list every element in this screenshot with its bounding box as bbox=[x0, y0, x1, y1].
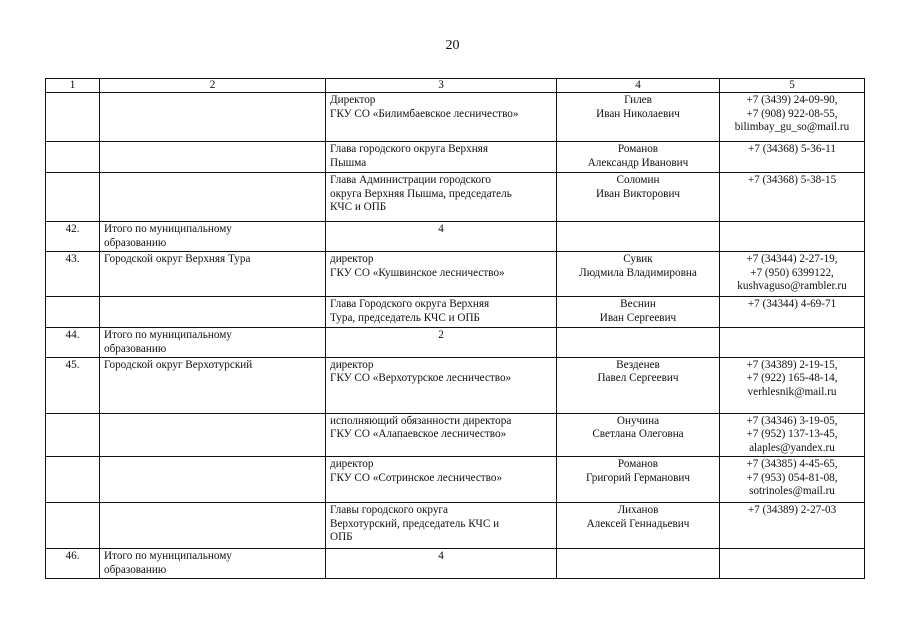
cell-line: Тура, председатель КЧС и ОПБ bbox=[330, 311, 480, 324]
cell-position bbox=[326, 358, 557, 414]
cell-line: Людмила Владимировна bbox=[579, 266, 697, 279]
cell-number bbox=[46, 297, 100, 328]
cell-line: Романов bbox=[617, 143, 659, 156]
cell-person-name bbox=[557, 328, 720, 358]
cell-position bbox=[326, 93, 557, 142]
cell-contacts bbox=[720, 414, 865, 457]
cell-line: +7 (34389) 2-27-03 bbox=[747, 504, 837, 517]
cell-line: verhlesnik@mail.ru bbox=[747, 385, 837, 398]
cell-person-name bbox=[557, 457, 720, 503]
cell-line: +7 (34368) 5-36-11 bbox=[748, 143, 836, 156]
cell-number: 46. bbox=[46, 549, 100, 579]
cell-contacts bbox=[720, 142, 865, 173]
table-row bbox=[46, 503, 865, 549]
table-row bbox=[46, 328, 865, 358]
cell-municipality bbox=[100, 252, 326, 297]
table-header-row bbox=[46, 79, 865, 93]
cell-contacts bbox=[720, 222, 865, 252]
cell-line: КЧС и ОПБ bbox=[330, 201, 387, 214]
cell-municipality bbox=[100, 222, 326, 252]
cell-line: bilimbay_gu_so@mail.ru bbox=[734, 121, 850, 134]
cell-line: Иван Николаевич bbox=[596, 107, 680, 120]
cell-contacts bbox=[720, 328, 865, 358]
cell-line: Глава Городского округа Верхняя bbox=[330, 298, 490, 311]
cell-position bbox=[326, 297, 557, 328]
cell-line: Григорий Германович bbox=[585, 471, 691, 484]
cell-line: +7 (908) 922-08-55, bbox=[746, 107, 838, 120]
cell-number: 44. bbox=[46, 328, 100, 358]
cell-line: Лиханов bbox=[617, 504, 659, 517]
cell-contacts bbox=[720, 297, 865, 328]
cell-municipality bbox=[100, 457, 326, 503]
cell-line: Глава Администрации городского bbox=[330, 174, 491, 187]
cell-line: Иван Сергеевич bbox=[599, 311, 677, 324]
cell-line: +7 (34385) 4-45-65, bbox=[746, 458, 838, 471]
cell-person-name bbox=[557, 252, 720, 297]
cell-line: ГКУ СО «Билимбаевское лесничество» bbox=[330, 107, 519, 120]
table-row bbox=[46, 549, 865, 579]
cell-line: Директор bbox=[330, 94, 376, 107]
cell-line: +7 (952) 137-13-45, bbox=[746, 428, 838, 441]
cell-line: округа Верхняя Пышма, председатель bbox=[330, 187, 512, 200]
cell-line: alaples@yandex.ru bbox=[749, 441, 835, 454]
cell-line: директор bbox=[330, 359, 374, 372]
header-col-4: 4 bbox=[557, 79, 720, 93]
cell-contacts bbox=[720, 252, 865, 297]
cell-person-name bbox=[557, 93, 720, 142]
cell-line: ГКУ СО «Сотринское лесничество» bbox=[330, 471, 503, 484]
contacts-table bbox=[45, 78, 865, 579]
cell-municipality bbox=[100, 503, 326, 549]
cell-line: +7 (3439) 24-09-90, bbox=[746, 94, 838, 107]
cell-line: Итого по муниципальному bbox=[104, 329, 232, 342]
cell-line: Итого по муниципальному bbox=[104, 223, 232, 236]
cell-person-name bbox=[557, 358, 720, 414]
cell-line: Везденев bbox=[616, 359, 660, 372]
cell-line: ОПБ bbox=[330, 531, 353, 544]
cell-position bbox=[326, 142, 557, 173]
cell-person-name bbox=[557, 297, 720, 328]
cell-line: ГКУ СО «Верхотурское лесничество» bbox=[330, 372, 512, 385]
cell-position bbox=[326, 457, 557, 503]
cell-line: Веснин bbox=[620, 298, 656, 311]
cell-line: +7 (34344) 2-27-19, bbox=[746, 253, 838, 266]
cell-number bbox=[46, 457, 100, 503]
cell-position bbox=[326, 414, 557, 457]
cell-municipality bbox=[100, 414, 326, 457]
cell-number bbox=[46, 93, 100, 142]
cell-line: Алексей Геннадьевич bbox=[586, 517, 690, 530]
cell-line: директор bbox=[330, 458, 374, 471]
cell-municipality bbox=[100, 358, 326, 414]
table-row bbox=[46, 414, 865, 457]
cell-line: Городской округ Верхняя Тура bbox=[104, 253, 251, 266]
cell-line: Павел Сергеевич bbox=[597, 372, 679, 385]
cell-contacts bbox=[720, 503, 865, 549]
cell-line: ГКУ СО «Алапаевское лесничество» bbox=[330, 428, 507, 441]
table-row bbox=[46, 457, 865, 503]
cell-person-name bbox=[557, 549, 720, 579]
cell-line: +7 (34368) 5-38-15 bbox=[747, 174, 837, 187]
cell-municipality bbox=[100, 328, 326, 358]
table-row bbox=[46, 297, 865, 328]
cell-line: Соломин bbox=[616, 174, 660, 187]
cell-municipality bbox=[100, 142, 326, 173]
cell-contacts bbox=[720, 549, 865, 579]
cell-number: 45. bbox=[46, 358, 100, 414]
header-col-3: 3 bbox=[326, 79, 557, 93]
cell-line: Гилев bbox=[624, 94, 652, 107]
cell-number: 42. bbox=[46, 222, 100, 252]
cell-number: 43. bbox=[46, 252, 100, 297]
cell-line: kushvaguso@rambler.ru bbox=[737, 280, 847, 293]
cell-municipality bbox=[100, 93, 326, 142]
cell-contacts bbox=[720, 457, 865, 503]
cell-line: +7 (34346) 3-19-05, bbox=[746, 415, 838, 428]
cell-line: Онучина bbox=[616, 415, 660, 428]
cell-person-name bbox=[557, 173, 720, 222]
header-col-2: 2 bbox=[100, 79, 326, 93]
cell-line: Городской округ Верхотурский bbox=[104, 359, 253, 372]
cell-line: Сувик bbox=[623, 253, 653, 266]
cell-line: Главы городского округа bbox=[330, 504, 448, 517]
cell-person-name bbox=[557, 503, 720, 549]
cell-line: ГКУ СО «Кушвинское лесничество» bbox=[330, 266, 505, 279]
cell-line: sotrinoles@mail.ru bbox=[749, 485, 835, 498]
cell-line: директор bbox=[330, 253, 374, 266]
cell-contacts bbox=[720, 93, 865, 142]
table-row bbox=[46, 222, 865, 252]
cell-person-name bbox=[557, 142, 720, 173]
cell-line: +7 (922) 165-48-14, bbox=[746, 372, 838, 385]
table-row bbox=[46, 142, 865, 173]
cell-line: +7 (34389) 2-19-15, bbox=[746, 359, 838, 372]
cell-position bbox=[326, 173, 557, 222]
cell-number bbox=[46, 142, 100, 173]
cell-line: Глава городского округа Верхняя bbox=[330, 143, 488, 156]
cell-position bbox=[326, 252, 557, 297]
cell-line: +7 (950) 6399122, bbox=[750, 266, 834, 279]
cell-person-name bbox=[557, 222, 720, 252]
cell-line: +7 (953) 054-81-08, bbox=[746, 471, 838, 484]
table-row bbox=[46, 93, 865, 142]
cell-contacts bbox=[720, 173, 865, 222]
cell-municipality bbox=[100, 173, 326, 222]
cell-position bbox=[326, 503, 557, 549]
cell-line: Верхотурский, председатель КЧС и bbox=[330, 517, 500, 530]
cell-municipality bbox=[100, 549, 326, 579]
cell-municipality bbox=[100, 297, 326, 328]
cell-person-name bbox=[557, 414, 720, 457]
table-row bbox=[46, 252, 865, 297]
cell-line: Пышма bbox=[330, 156, 367, 169]
cell-number bbox=[46, 503, 100, 549]
cell-line: Романов bbox=[617, 458, 659, 471]
cell-number bbox=[46, 414, 100, 457]
page-number: 20 bbox=[445, 38, 460, 53]
cell-total: 2 bbox=[326, 328, 557, 358]
cell-line: образованию bbox=[104, 236, 167, 249]
table-row bbox=[46, 358, 865, 414]
cell-total: 4 bbox=[326, 549, 557, 579]
header-col-1: 1 bbox=[46, 79, 100, 93]
cell-number bbox=[46, 173, 100, 222]
cell-contacts bbox=[720, 358, 865, 414]
cell-line: Светлана Олеговна bbox=[592, 428, 684, 441]
header-col-5: 5 bbox=[720, 79, 865, 93]
cell-total: 4 bbox=[326, 222, 557, 252]
cell-line: исполняющий обязанности директора bbox=[330, 415, 512, 428]
cell-line: Иван Викторович bbox=[595, 187, 681, 200]
table-row bbox=[46, 173, 865, 222]
cell-line: Александр Иванович bbox=[587, 156, 689, 169]
cell-line: образованию bbox=[104, 563, 167, 576]
cell-line: +7 (34344) 4-69-71 bbox=[747, 298, 837, 311]
cell-line: образованию bbox=[104, 342, 167, 355]
cell-line: Итого по муниципальному bbox=[104, 550, 232, 563]
